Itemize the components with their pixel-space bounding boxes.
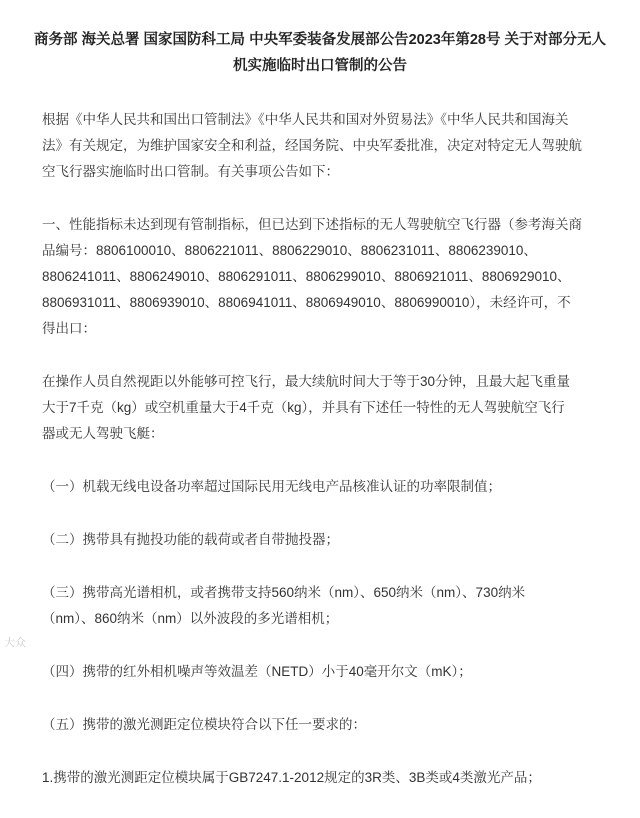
paragraph-line: 8806241011、8806249010、8806291011、8806299010、8806921011、8806929010、 [42, 269, 571, 284]
paragraph-line: （二）携带具有抛投功能的载荷或者自带抛投器； [42, 532, 339, 547]
paragraph-line: 法》有关规定，为维护国家安全和利益，经国务院、中央军委批准，决定对特定无人驾驶航 [42, 138, 582, 153]
paragraph-line: （五）携带的激光测距定位模块符合以下任一要求的： [42, 717, 366, 732]
paragraph [42, 712, 612, 738]
paragraph-line: 一、性能指标未达到现有管制指标，但已达到下述指标的无人驾驶航空飞行器（参考海关商 [42, 217, 582, 232]
paragraph-line: （nm）、860纳米（nm）以外波段的多光谱相机； [42, 611, 339, 626]
paragraph-line: 1.携带的激光测距定位模块属于GB7247.1-2012规定的3R类、3B类或4类激光产品； [42, 770, 541, 785]
watermark: 大众 [4, 637, 26, 649]
paragraph-line: （四）携带的红外相机噪声等效温差（NETD）小于40毫开尔文（mK）； [42, 664, 472, 679]
paragraph-line: 根据《中华人民共和国出口管制法》《中华人民共和国对外贸易法》《中华人民共和国海关 [42, 112, 569, 127]
paragraph [42, 527, 612, 553]
paragraph [42, 580, 612, 632]
paragraph [42, 474, 612, 500]
paragraph-line: 空飞行器实施临时出口管制。有关事项公告如下： [42, 164, 339, 179]
document-body [42, 107, 612, 818]
paragraph [42, 765, 612, 791]
title-line: 机实施临时出口管制的公告 [233, 58, 407, 74]
paragraph-line: 得出口： [42, 321, 96, 336]
paragraph [42, 369, 612, 447]
paragraph [42, 107, 612, 185]
paragraph-line: 器或无人驾驶飞艇： [42, 426, 164, 441]
paragraph-line: 在操作人员自然视距以外能够可控飞行，最大续航时间大于等于30分钟，且最大起飞重量 [42, 374, 571, 389]
title-line: 商务部 海关总署 国家国防科工局 中央军委装备发展部公告2023年第28号 关于对部分无人 [34, 32, 606, 48]
paragraph-line: 大于7千克（kg）或空机重量大于4千克（kg），并具有下述任一特性的无人驾驶航空飞行 [42, 400, 565, 415]
paragraph [42, 212, 612, 342]
document-title [20, 27, 620, 79]
paragraph-line: （三）携带高光谱相机，或者携带支持560纳米（nm）、650纳米（nm）、730纳米 [42, 585, 526, 600]
paragraph-line: 品编号：8806100010、8806221011、8806229010、8806231011、8806239010、 [42, 243, 537, 258]
paragraph-line: 8806931011、8806939010、8806941011、8806949010、8806990010），未经许可，不 [42, 295, 571, 310]
paragraph-line: （一）机载无线电设备功率超过国际民用无线电产品核准认证的功率限制值； [42, 479, 501, 494]
paragraph [42, 659, 612, 685]
